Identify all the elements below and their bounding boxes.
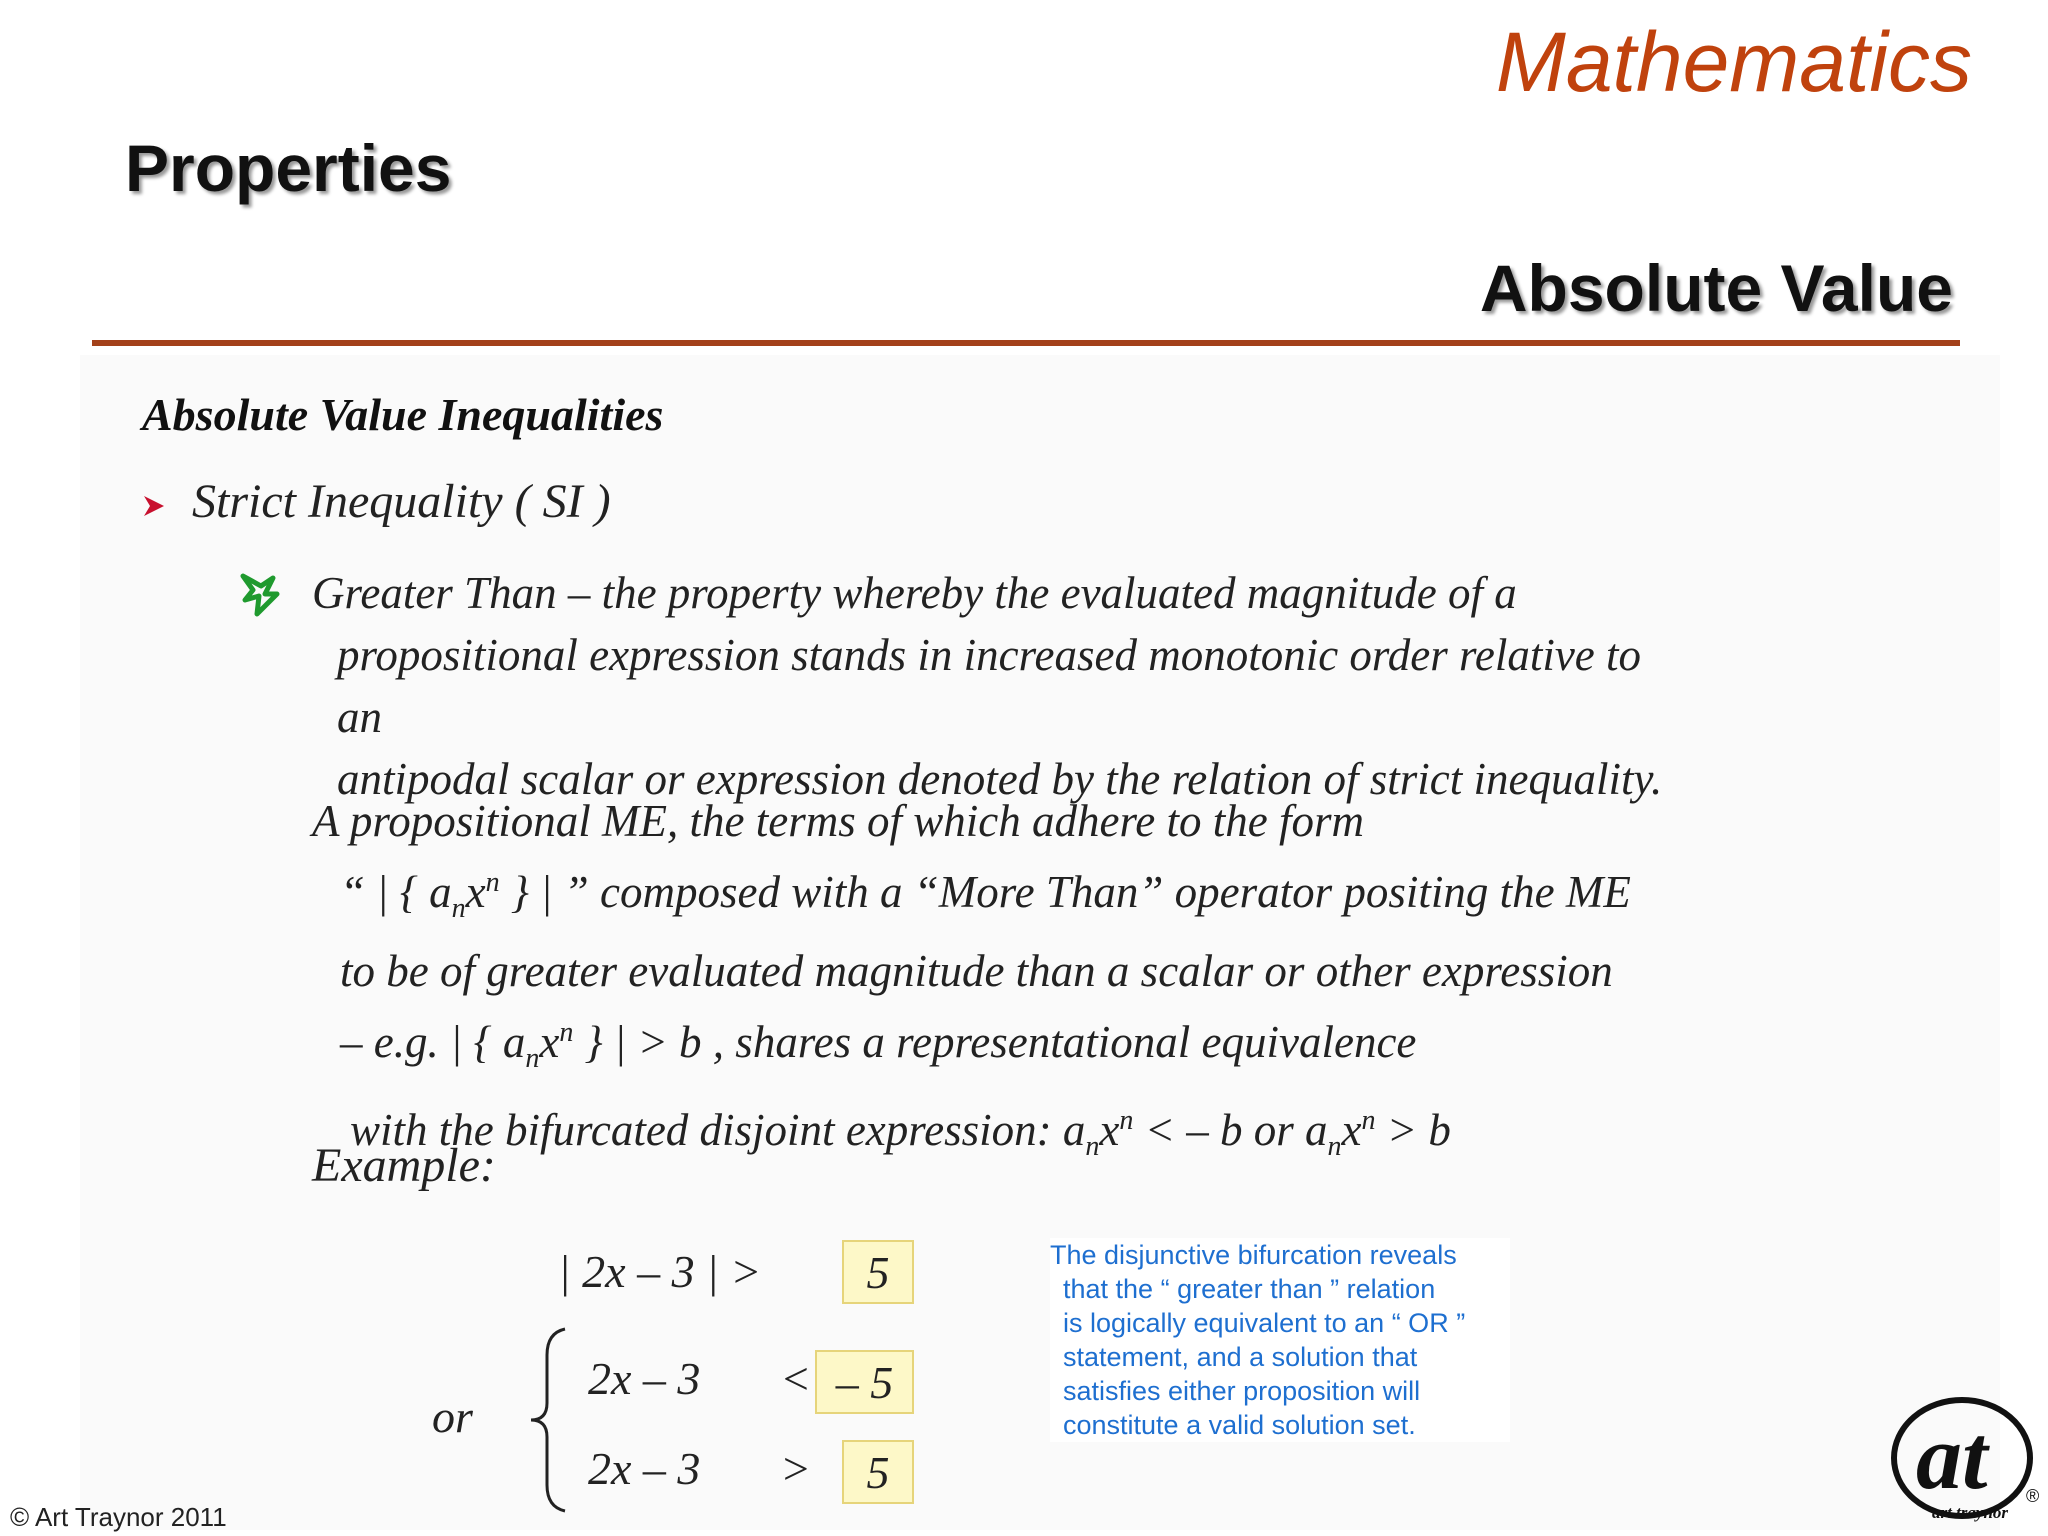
proposition-line: – e.g. | { $a_nx^n$ } | > b , shares a representational equivalence bbox=[340, 1017, 1417, 1074]
art-traynor-logo bbox=[1880, 1390, 2045, 1530]
explanation-note bbox=[1050, 1238, 1510, 1442]
or-label: or bbox=[432, 1391, 473, 1442]
note-line: is logically equivalent to an “ OR ” bbox=[1063, 1308, 1466, 1338]
lower-inequality-2: 2x – 3 bbox=[588, 1443, 701, 1494]
lower-value-box-1: – 5 bbox=[815, 1350, 914, 1414]
section-heading: Absolute Value Inequalities bbox=[142, 389, 664, 440]
logo-registered-mark: ® bbox=[2026, 1486, 2040, 1506]
topic-title: Properties bbox=[125, 131, 452, 205]
definition-line: Greater Than – the property whereby the evaluated magnitude of a bbox=[312, 568, 1517, 618]
subject-title: Mathematics bbox=[1495, 15, 1972, 109]
main-value-box: 5 bbox=[842, 1240, 914, 1304]
logo-letters: at bbox=[1916, 1406, 1988, 1508]
subtopic-title: Absolute Value bbox=[1479, 251, 1953, 325]
strict-inequality-label: Strict Inequality ( SI ) bbox=[192, 475, 611, 528]
note-line: that the “ greater than ” relation bbox=[1063, 1274, 1436, 1304]
note-line: satisfies either proposition will bbox=[1063, 1376, 1421, 1406]
note-line: constitute a valid solution set. bbox=[1063, 1410, 1416, 1440]
definition-line: antipodal scalar or expression denoted by the relation of strict inequality. bbox=[337, 754, 1663, 804]
copyright-text: © Art Traynor 2011 bbox=[10, 1502, 227, 1532]
proposition-text bbox=[312, 790, 1712, 1178]
lower-operator-2: > bbox=[780, 1443, 812, 1494]
green-check-icon bbox=[237, 570, 285, 622]
lower-inequality-1: 2x – 3 bbox=[588, 1353, 701, 1404]
note-line: The disjunctive bifurcation reveals bbox=[1050, 1240, 1457, 1270]
note-line: statement, and a solution that bbox=[1063, 1342, 1418, 1372]
logo-text: art traynor bbox=[1932, 1503, 2009, 1522]
lower-operator-1: < bbox=[780, 1353, 812, 1404]
header-rule bbox=[92, 340, 1960, 346]
definition-line: propositional expression stands in increased monotonic order relative to an bbox=[337, 630, 1642, 742]
proposition-line: A propositional ME, the terms of which adhere to the form bbox=[312, 796, 1365, 846]
main-inequality: | 2x – 3 | > bbox=[558, 1246, 762, 1297]
example-label: Example: bbox=[312, 1139, 496, 1192]
red-arrow-icon bbox=[142, 494, 166, 518]
lower-value-box-2: 5 bbox=[842, 1440, 914, 1504]
proposition-line: to be of greater evaluated magnitude than a scalar or other expression bbox=[340, 946, 1613, 996]
definition-text bbox=[312, 562, 1672, 810]
proposition-line: “ | { $a_nx^n$ } | ” composed with a “More Than” operator positing the ME bbox=[340, 867, 1631, 924]
proposition-line: with the bifurcated disjoint expression: $a_nx^n$ < – b or $a_nx^n > b$ bbox=[350, 1105, 1451, 1162]
left-brace bbox=[525, 1325, 575, 1515]
